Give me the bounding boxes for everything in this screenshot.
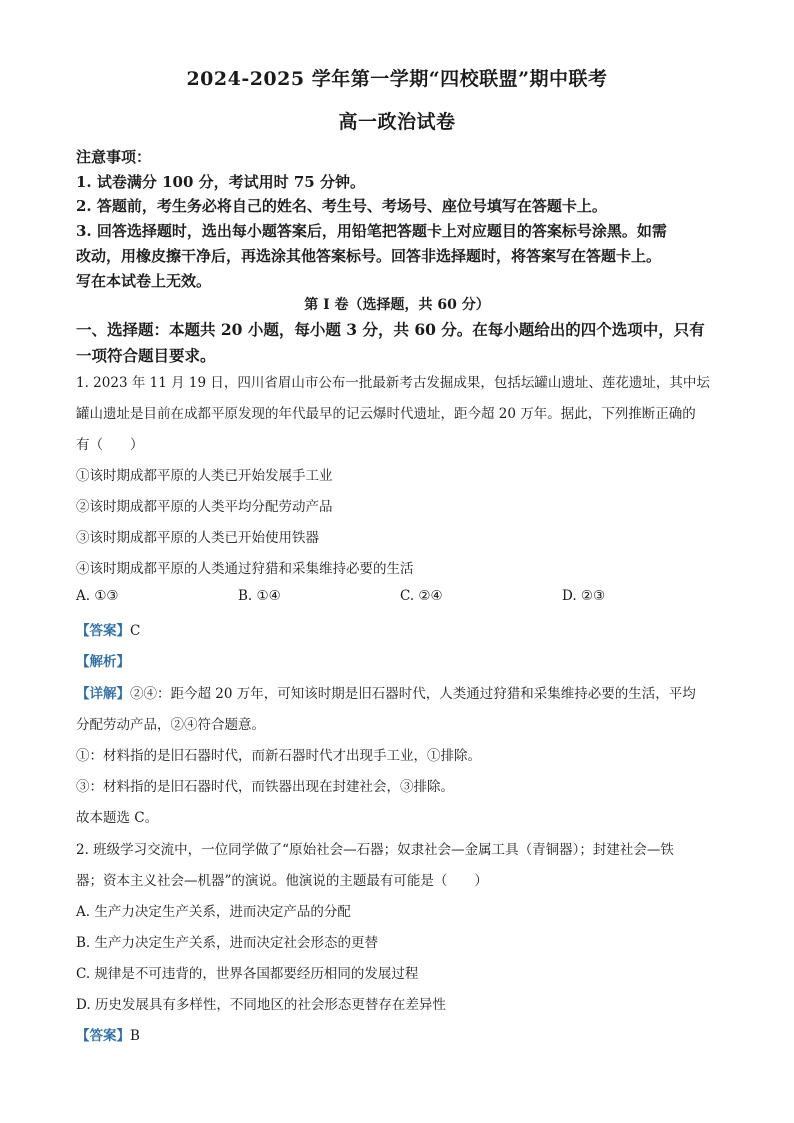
- q1-statement-3: ③该时期成都平原的人类已开始使用铁器: [76, 530, 319, 546]
- q2-option-a: A. 生产力决定生产关系，进而决定产品的分配: [76, 904, 351, 920]
- q1-detail-line-5: 故本题选 C。: [76, 810, 159, 826]
- answer-value: B: [130, 1028, 140, 1044]
- q1-option-b: B. ①④: [238, 588, 281, 604]
- q1-detail-line-4: ③：材料指的是旧石器时代，而铁器出现在封建社会，③排除。: [76, 779, 454, 795]
- q1-stem-line-2: 罐山遗址是目前在成都平原发现的年代最早的记云爆时代遗址，距今超 20 万年。据此，下列推断正确的: [76, 406, 696, 422]
- q1-option-d: D. ②③: [562, 588, 606, 604]
- q2-answer: [76, 1024, 140, 1044]
- q1-option-c: C. ②④: [400, 588, 443, 604]
- q1-answer: [76, 619, 140, 639]
- q1-stem-line-3: 有（ ）: [76, 437, 144, 453]
- notice-item-1: 1. 试卷满分 100 分，考试用时 75 分钟。: [76, 173, 365, 191]
- q1-stem-line-1: 1. 2023 年 11 月 19 日，四川省眉山市公布一批最新考古发掘成果，包括坛罐山遗址、莲花遗址，其中坛: [76, 375, 710, 391]
- detail-tag: 【详解】: [76, 686, 130, 702]
- answer-tag: 【答案】: [76, 623, 130, 639]
- analysis-tag: 【解析】: [76, 654, 130, 670]
- q1-analysis: [76, 650, 130, 670]
- q1-detail-line-3: ①：材料指的是旧石器时代，而新石器时代才出现手工业，①排除。: [76, 748, 481, 764]
- part1-heading: 第 I 卷（选择题，共 60 分）: [304, 297, 490, 313]
- notice-item-3-line-2: 改动，用橡皮擦干净后，再选涂其他答案标号。回答非选择题时，将答案写在答题卡上。: [76, 247, 662, 265]
- q1-statement-1: ①该时期成都平原的人类已开始发展手工业: [76, 468, 333, 484]
- q2-option-d: D. 历史发展具有多样性，不同地区的社会形态更替存在差异性: [76, 997, 446, 1013]
- exam-subtitle: 高一政治试卷: [338, 111, 456, 133]
- q2-stem-line-1: 2. 班级学习交流中，一位同学做了“原始社会—石器；奴隶社会—金属工具（青铜器）；封建社会—铁: [76, 842, 674, 858]
- answer-tag: 【答案】: [76, 1028, 130, 1044]
- section-instruction-line-2: 一项符合题目要求。: [76, 346, 216, 365]
- answer-value: C: [130, 623, 141, 639]
- exam-title: 2024-2025 学年第一学期“四校联盟”期中联考: [186, 68, 608, 90]
- q1-statement-2: ②该时期成都平原的人类平均分配劳动产品: [76, 499, 333, 515]
- q2-option-c: C. 规律是不可违背的，世界各国都要经历相同的发展过程: [76, 966, 419, 982]
- q1-statement-4: ④该时期成都平原的人类通过狩猎和采集维持必要的生活: [76, 561, 414, 577]
- q1-detail-line-2: 分配劳动产品，②④符合题意。: [76, 717, 265, 733]
- notice-item-3-line-3: 写在本试卷上无效。: [76, 272, 212, 290]
- q1-detail-line-1: [76, 682, 696, 702]
- notice-item-2: 2. 答题前，考生务必将自己的姓名、考生号、考场号、座位号填写在答题卡上。: [76, 197, 607, 215]
- q2-option-b: B. 生产力决定生产关系，进而决定社会形态的更替: [76, 935, 379, 951]
- notice-heading: 注意事项：: [76, 148, 152, 166]
- section-instruction-line-1: 一、选择题：本题共 20 小题，每小题 3 分，共 60 分。在每小题给出的四个选项中，只有: [76, 320, 705, 339]
- notice-item-3-line-1: 3. 回答选择题时，选出每小题答案后，用铅笔把答题卡上对应题目的答案标号涂黑。如需: [76, 222, 667, 240]
- detail-text: ②④：距今超 20 万年，可知该时期是旧石器时代，人类通过狩猎和采集维持必要的生活，平均: [130, 686, 696, 702]
- q2-stem-line-2: 器；资本主义社会—机器”的演说。他演说的主题最有可能是（ ）: [76, 873, 488, 889]
- q1-option-a: A. ①③: [76, 588, 119, 604]
